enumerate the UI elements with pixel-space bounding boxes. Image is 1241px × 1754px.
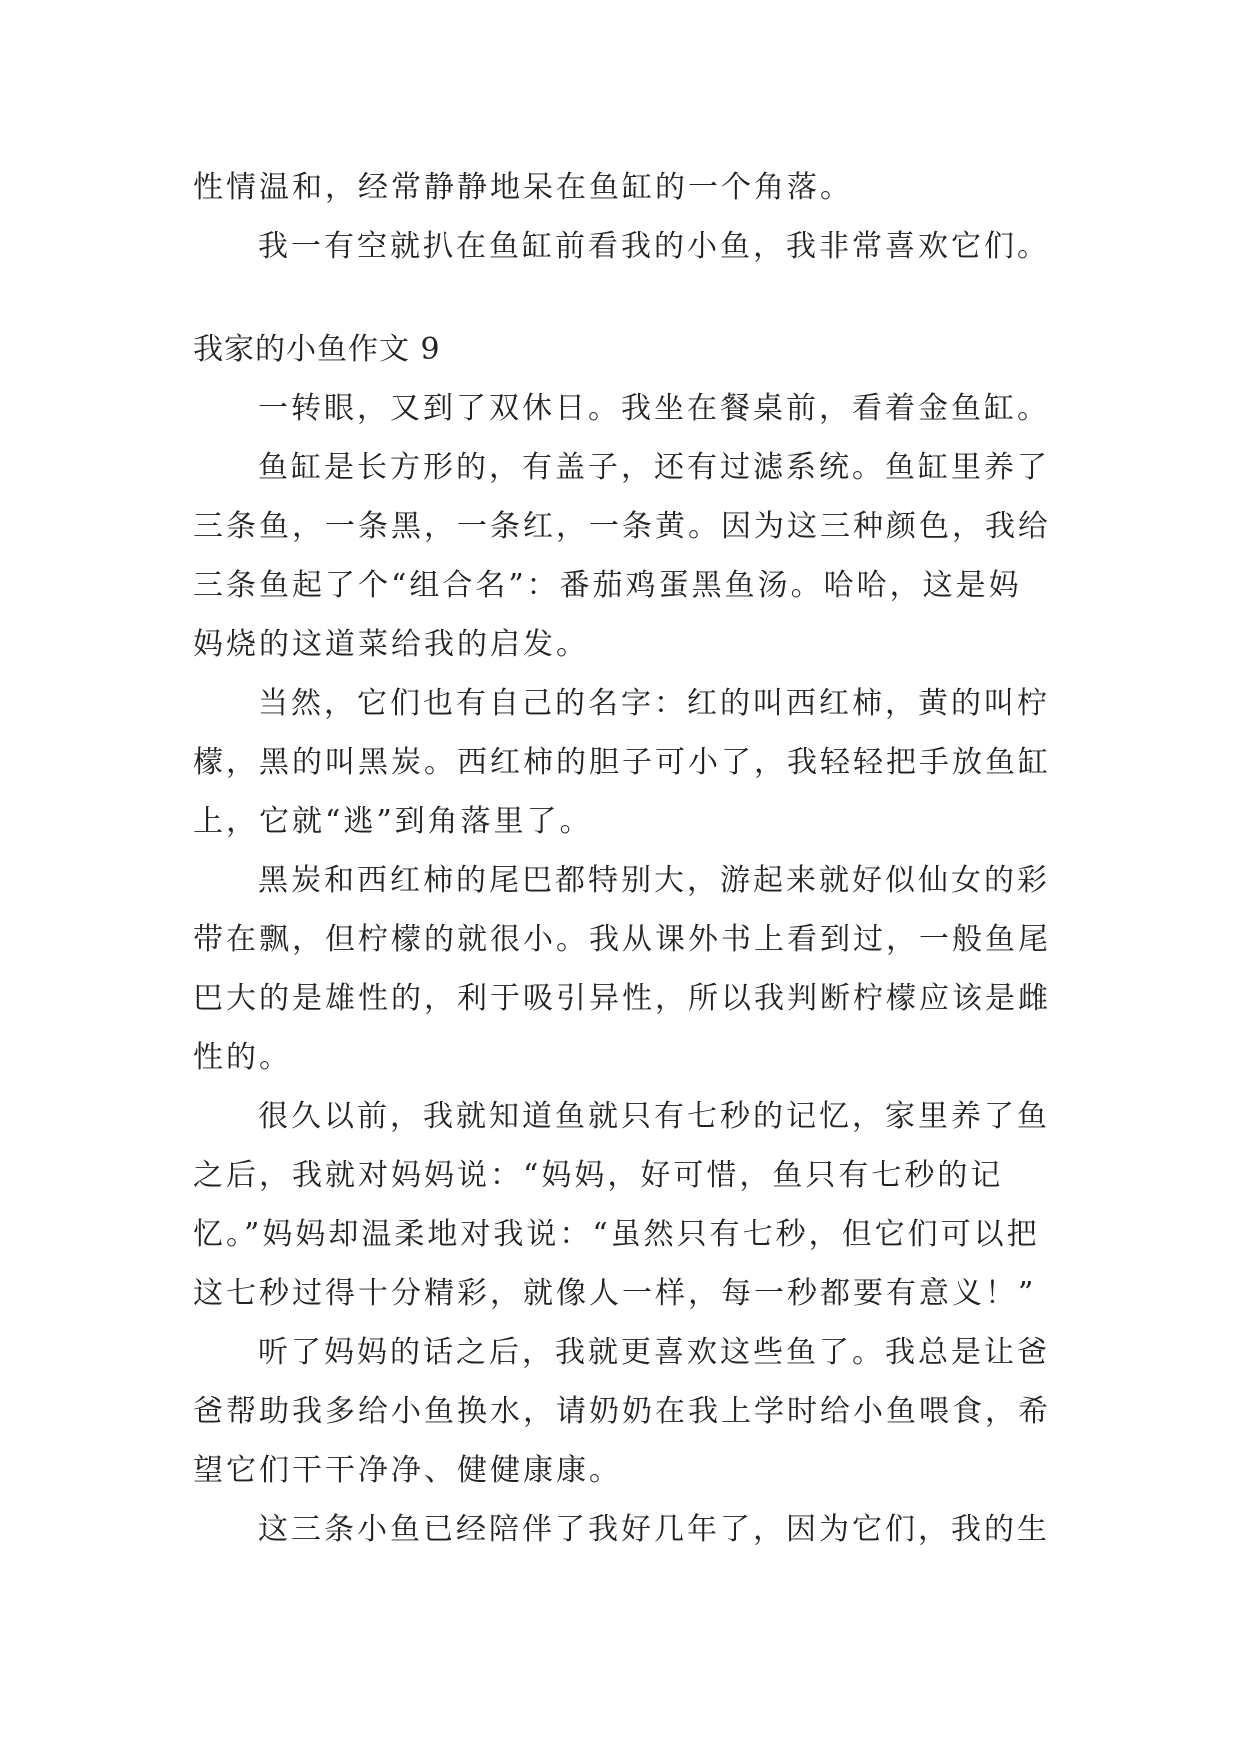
paragraph-line: 三条鱼，一条黑，一条红，一条黄。因为这三种颜色，我给 — [193, 509, 1051, 544]
paragraph-line: 性的。 — [193, 1040, 292, 1075]
paragraph-line: 听了妈妈的话之后，我就更喜欢这些鱼了。我总是让爸 — [258, 1335, 1050, 1370]
section-spacer — [193, 276, 1063, 320]
document-body — [193, 158, 1063, 1559]
paragraph-line: 三条鱼起了个“组合名”：番茄鸡蛋黑鱼汤。哈哈，这是妈 — [193, 568, 1022, 603]
paragraph-line: 这三条小鱼已经陪伴了我好几年了，因为它们，我的生 — [258, 1512, 1050, 1547]
paragraph-line: 之后，我就对妈妈说：“妈妈，好可惜，鱼只有七秒的记 — [193, 1158, 1004, 1193]
text-line: 我一有空就扒在鱼缸前看我的小鱼，我非常喜欢它们。 — [258, 229, 1050, 264]
text-line: 性情温和，经常静静地呆在鱼缸的一个角落。 — [193, 170, 853, 205]
paragraph-line: 鱼缸是长方形的，有盖子，还有过滤系统。鱼缸里养了 — [258, 450, 1050, 485]
paragraph-line: 很久以前，我就知道鱼就只有七秒的记忆，家里养了鱼 — [258, 1099, 1050, 1134]
section-title: 我家的小鱼作文 9 — [193, 332, 441, 367]
paragraph-line: 带在飘，但柠檬的就很小。我从课外书上看到过，一般鱼尾 — [193, 922, 1051, 957]
paragraph-line: 妈烧的这道菜给我的启发。 — [193, 627, 589, 662]
paragraph-line: 黑炭和西红柿的尾巴都特别大，游起来就好似仙女的彩 — [258, 863, 1050, 898]
paragraph-line: 这七秒过得十分精彩，就像人一样，每一秒都要有意义！” — [193, 1276, 1037, 1311]
paragraph-line: 上，它就“逃”到角落里了。 — [193, 804, 593, 839]
paragraph-line: 望它们干干净净、健健康康。 — [193, 1453, 622, 1488]
paragraph-line: 当然，它们也有自己的名字：红的叫西红柿，黄的叫柠 — [258, 686, 1050, 721]
paragraph-line: 巴大的是雄性的，利于吸引异性，所以我判断柠檬应该是雌 — [193, 981, 1051, 1016]
paragraph-line: 檬，黑的叫黑炭。西红柿的胆子可小了，我轻轻把手放鱼缸 — [193, 745, 1051, 780]
paragraph-line: 爸帮助我多给小鱼换水，请奶奶在我上学时给小鱼喂食，希 — [193, 1394, 1051, 1429]
paragraph-line: 忆。”妈妈却温柔地对我说：“虽然只有七秒，但它们可以把 — [193, 1217, 1040, 1252]
paragraph-line: 一转眼，又到了双休日。我坐在餐桌前，看着金鱼缸。 — [258, 391, 1050, 426]
